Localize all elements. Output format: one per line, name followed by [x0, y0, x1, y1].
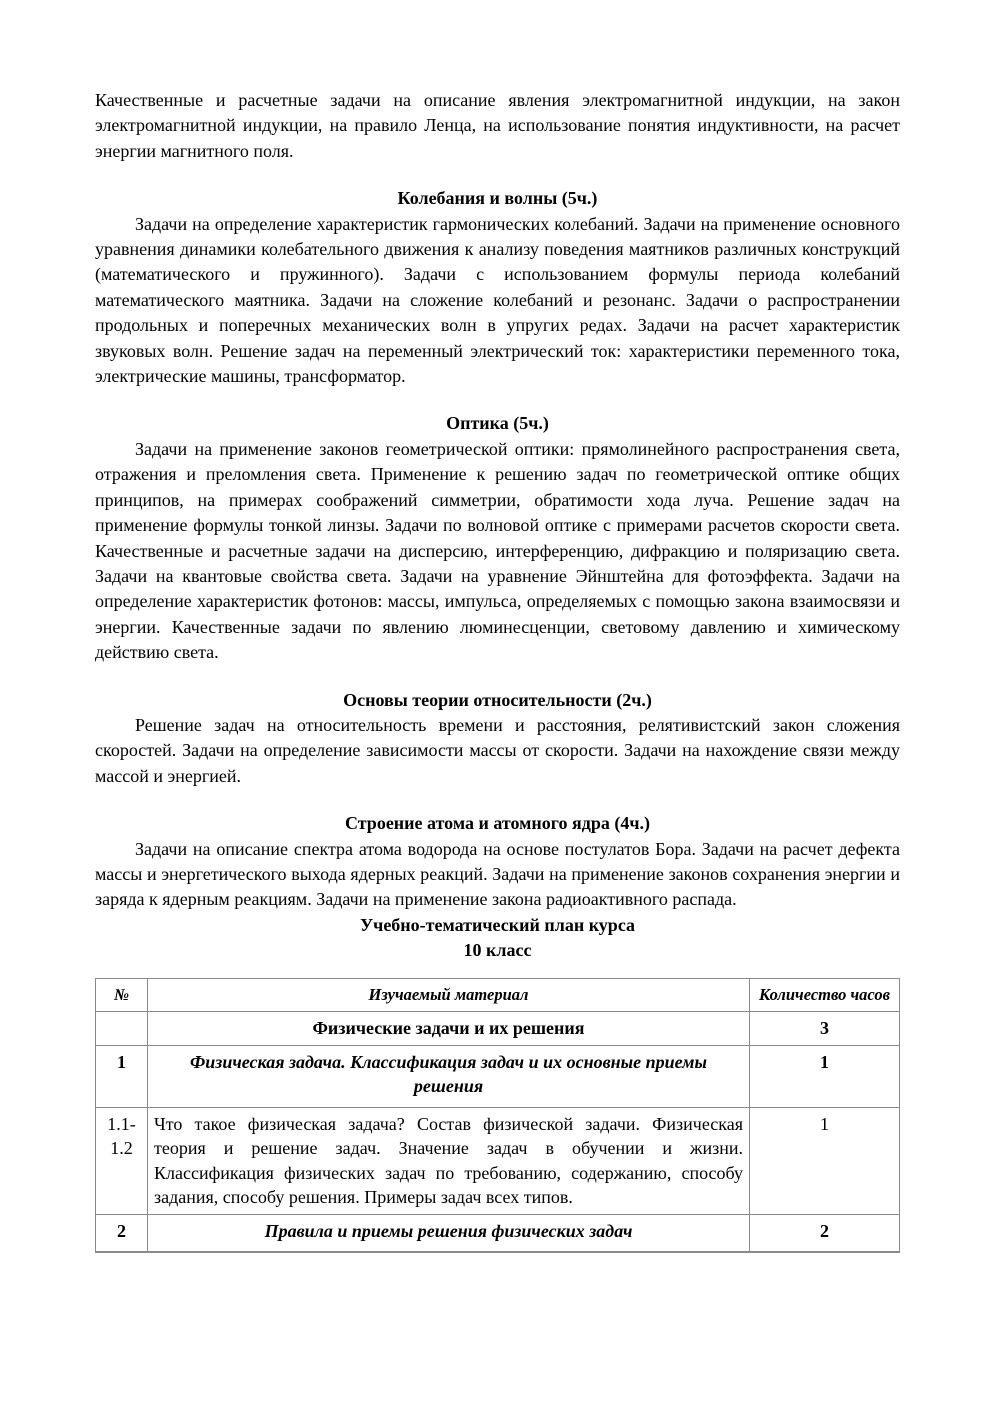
- plan-title: Учебно-тематический план курса: [359, 914, 636, 935]
- section-heading-oscillations-waves: Колебания и волны (5ч.): [397, 188, 598, 209]
- table-row: [96, 1214, 900, 1252]
- section-body-optics: Задачи на применение законов геометрической оптики: прямолинейного распространения света, отражения и преломления света. Применение к решению задач по геометрической оптике общих принципов, на примерах соображений симметрии, обратимости хода луча. Решение задач на применение формулы тонкой линзы. Задачи по волновой оптике с примерами расчетов скорости света. Качественные и расчетные задачи на дисперсию, интерференцию, дифракцию и поляризацию света. Задачи на квантовые свойства света. Задачи на уравнение Эйнштейна для фотоэффекта. Задачи на определение характеристик фотонов: массы, импульса, определяемых с помощью закона взаимосвязи и энергии. Качественные задачи по явлению люминесценции, световому давлению и химическому действию света.: [95, 438, 900, 663]
- section-body-atom-nucleus: Задачи на описание спектра атома водорода на основе постулатов Бора. Задачи на расчет дефекта массы и энергетического выхода ядерных реакций. Задачи на применение законов сохранения энергии и заряда к ядерным реакциям. Задачи на применение закона радиоактивного распада.: [95, 838, 900, 910]
- cell-hours: 3: [750, 1012, 900, 1046]
- column-header-material: Изучаемый материал: [148, 978, 750, 1012]
- column-header-hours: Количество часов: [750, 978, 900, 1012]
- section-heading-optics: Оптика (5ч.): [446, 413, 549, 434]
- section-heading-relativity: Основы теории относительности (2ч.): [343, 689, 652, 710]
- cell-material: Физические задачи и их решения: [148, 1012, 750, 1046]
- cell-hours: 1: [750, 1045, 900, 1107]
- table-header-row: [96, 978, 900, 1012]
- section-heading-atom-nucleus: Строение атома и атомного ядра (4ч.): [344, 813, 650, 834]
- cell-number: 1.1-1.2: [96, 1107, 148, 1214]
- cell-material: Физическая задача. Классификация задач и их основные приемы решения: [148, 1045, 750, 1107]
- cell-hours: 2: [750, 1214, 900, 1252]
- cell-number: 1: [96, 1045, 148, 1107]
- section-body-oscillations-waves: Задачи на определение характеристик гармонических колебаний. Задачи на применение основного уравнения динамики колебательного движения к анализу поведения маятников различных конструкций (математического и пружинного). Задачи с использованием формулы периода колебаний математического маятника. Задачи на сложение колебаний и резонанс. Задачи о распространении продольных и поперечных механических волн в упругих редах. Задачи на расчет характеристик звуковых волн. Решение задач на переменный электрический ток: характеристики переменного тока, электрические машины, трансформатор.: [95, 213, 900, 387]
- table-row: [96, 1012, 900, 1046]
- intro-paragraph: Качественные и расчетные задачи на описание явления электромагнитной индукции, на закон электромагнитной индукции, на правило Ленца, на использование понятия индуктивности, на расчет энергии магнитного поля.: [95, 90, 900, 161]
- cell-material: Что такое физическая задача? Состав физической задачи. Физическая теория и решение задач. Значение задач в обучении и жизни. Классификация физических задач по требованию, содержанию, способу задания, способу решения. Примеры задач всех типов.: [148, 1107, 750, 1214]
- table-row: [96, 1107, 900, 1214]
- cell-material: Правила и приемы решения физических задач: [148, 1214, 750, 1252]
- cell-number: 2: [96, 1214, 148, 1252]
- plan-subtitle: 10 класс: [463, 940, 532, 961]
- cell-number: [96, 1012, 148, 1046]
- column-header-number: №: [96, 978, 148, 1012]
- cell-hours: 1: [750, 1107, 900, 1214]
- section-body-relativity: Решение задач на относительность времени и расстояния, релятивистский закон сложения скоростей. Задачи на определение зависимости массы от скорости. Задачи на нахождение связи между массой и энергией.: [95, 714, 900, 786]
- curriculum-table: [95, 978, 900, 1254]
- table-row: [96, 1045, 900, 1107]
